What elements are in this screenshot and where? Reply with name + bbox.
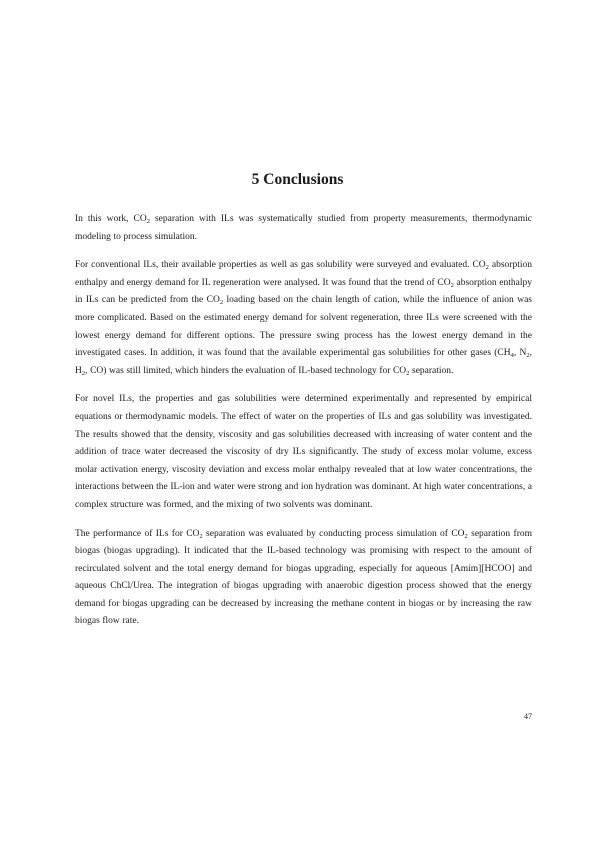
paragraph-conventional-ils — [75, 257, 532, 380]
subscript: 2 — [406, 369, 410, 377]
text-run: separation. — [409, 365, 454, 376]
subscript: 2 — [464, 532, 468, 540]
text-run: , N — [513, 348, 527, 359]
text-run: absorption enthalpy and energy demand for IL regeneration were analysed. It was found that the trend of CO — [75, 260, 532, 288]
subscript: 2 — [199, 532, 203, 540]
text-run: , CO) was still limited, which hinders the evaluation of IL-based technology for CO — [85, 365, 407, 376]
paragraph-novel-ils — [75, 391, 532, 514]
text-run: separation from biogas (biogas upgrading). It indicated that the IL-based technology was promising with respect to the amount of recirculated solvent and the total energy demand for biogas upgrading, especially for aqueous [Amim][HCOO] and aqueous ChCl/Urea. The integration of biogas upgrading with anaerobic digestion process showed that the energy demand for biogas upgrading can be decreased by increasing the methane content in biogas or by increasing the raw biogas flow rate. — [75, 528, 533, 627]
subscript: 2 — [485, 264, 489, 272]
subscript: 2 — [450, 281, 454, 289]
text-run: separation was evaluated by conducting process simulation of CO — [202, 528, 465, 539]
page-number: 47 — [524, 712, 532, 721]
body-text — [75, 211, 532, 642]
chapter-title: 5 Conclusions — [251, 171, 344, 188]
text-run: For conventional ILs, their available properties as well as gas solubility were surveyed and evaluated. CO — [75, 260, 486, 271]
text-run: The performance of ILs for CO — [75, 528, 200, 539]
text-run: , H — [75, 348, 533, 376]
text-run: For novel ILs, the properties and gas solubilities were determined experimentally and represented by empirical equations or thermodynamic models. The effect of water on the properties of ILs and gas solubility was investigated. The results showed that the density, viscosity and gas solubilities decreased with increasing of water content and the addition of trace water decreased the viscosity of dry ILs significantly. The study of excess molar volume, excess molar activation energy, viscosity deviation and excess molar enthalpy revealed that at low water concentrations, the interactions between the IL-ion and water were strong and ion hydration was dominant. At high water concentrations, a complex structure was formed, and the mixing of two solvents was dominant. — [75, 394, 532, 510]
text-run: separation with ILs was systematically studied from property measurements, thermodynamic modeling to process simulation. — [75, 214, 532, 242]
subscript: 4 — [510, 352, 514, 360]
subscript: 2 — [526, 352, 530, 360]
paragraph-performance — [75, 526, 532, 632]
subscript: 2 — [146, 218, 150, 225]
text-run: In this work, CO — [75, 214, 147, 224]
subscript: 2 — [81, 369, 86, 377]
subscript: 2 — [219, 299, 224, 307]
text-run: absorption enthalpy in ILs can be predicted from the CO — [75, 277, 532, 306]
text-run: loading based on the chain length of cation, while the influence of anion was more complicated. Based on the estimated energy demand for solvent regeneration, three ILs were screened with the lowest energy demand for different options. The pressure swing process has the lowest energy demand in the investigated cases. In addition, it was found that the available experimental gas solubilities for other gases (CH — [75, 295, 532, 359]
paragraph-intro — [75, 211, 532, 246]
